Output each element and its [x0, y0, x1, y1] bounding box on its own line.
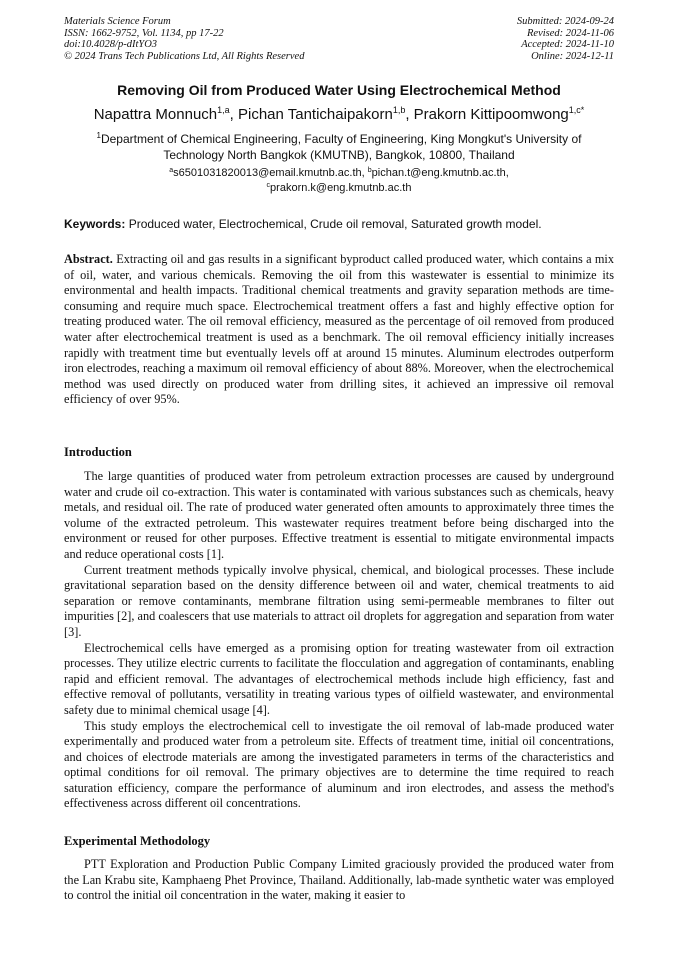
copyright: © 2024 Trans Tech Publications Ltd, All Rights Reserved [64, 50, 305, 62]
author-name: Pichan Tantichaipakorn [237, 106, 393, 123]
publication-dates [517, 16, 614, 62]
abstract-text: Extracting oil and gas results in a significant byproduct called produced water, which contains a mix of oil, water, and various chemicals. Removing the oil from this wastewater is essential to minimize its environmental and health impacts. Traditional chemical treatments and gravity separation methods are time-consuming and require much space. Electrochemical treatment offers a fast and highly effective option for treating produced water. The oil removal efficiency, measured as the percentage of oil removed from produced water after electrochemical treatment is used as a benchmark. The oil removal efficiency initially increases rapidly with treatment time but eventually levels off at around 15 minutes. Aluminum electrodes outperform iron electrodes, reaching a maximum oil removal efficiency of about 88%. Moreover, when the electrochemical method was used directly on produced water from drilling sites, it achieved an impressive oil removal efficiency of over 95%. [64, 252, 614, 407]
section-heading-introduction: Introduction [64, 445, 132, 459]
section-heading-methodology: Experimental Methodology [64, 834, 211, 848]
email-link[interactable]: prakorn.k@eng.kmutnb.ac.th [270, 182, 412, 194]
author-list: Napattra Monnuch$^{1,a}$, Pichan Tantichaipakorn$^{1,b}$, Prakorn Kittipoomwong$^{1,c*}$ [93, 105, 585, 123]
author-superscript: 1,c* [568, 105, 585, 115]
paragraph: PTT Exploration and Production Public Company Limited graciously provided the produced water from the Lan Krabu site, Kamphaeng Phet Province, Thailand. Additionally, lab-made synthetic water was employed to control the initial oil concentration in the water, making it easier to [64, 857, 614, 903]
affiliation [70, 132, 608, 163]
author-name: Napattra Monnuch [93, 106, 218, 123]
methodology-body [64, 857, 614, 904]
keywords-text: Produced water, Electrochemical, Crude oil removal, Saturated growth model. [128, 217, 542, 231]
email-link[interactable]: pichan.t@eng.kmutnb.ac.th, [371, 167, 509, 179]
affiliation-line: Department of Chemical Engineering, Faculty of Engineering, King Mongkut's University of [100, 132, 582, 146]
keywords-label: Keywords: [64, 217, 126, 231]
paper-title: Removing Oil from Produced Water Using Electrochemical Method [117, 82, 561, 98]
author-name: Prakorn Kittipoomwong [413, 106, 569, 123]
author-superscript: 1,a [217, 105, 230, 115]
issn: ISSN: 1662-9752, Vol. 1134, pp 17-22 [64, 27, 224, 39]
online-date: Online: 2024-12-11 [531, 50, 614, 62]
journal-info [64, 16, 304, 62]
paragraph: Electrochemical cells have emerged as a promising option for treating wastewater from oil extraction processes. They utilize electric currents to facilitate the flocculation and aggregation of contaminants, enabling rapid and efficient removal. The advantages of electrochemical methods include high efficiency, fast and effective removal of pollutants, versatility in treating various types of oilfield wastewater, and environmental safety due to minimal chemical usage [4]. [64, 640, 614, 717]
revised-date: Revised: 2024-11-06 [527, 27, 614, 39]
keywords [64, 217, 624, 231]
journal-name: Materials Science Forum [64, 16, 171, 27]
introduction-body [64, 469, 614, 812]
paragraph: The large quantities of produced water from petroleum extraction processes are caused by underground water and crude oil co-extraction. This water is contaminated with various substances such as chemicals, heavy metals, and residual oil. The rate of produced water generated often amounts to approximately three times the volume of the extracted petroleum. This wastewater requires treatment before being discharged into the environment or reused for other purposes. Effective treatment is essential to mitigate environmental impacts and reduce operational costs [1]. [64, 469, 614, 561]
affiliation-line: Technology North Bangkok (KMUTNB), Bangkok, 10800, Thailand [163, 147, 515, 162]
abstract [64, 252, 614, 408]
paragraph: This study employs the electrochemical cell to investigate the oil removal of lab-made produced water experimentally and produced water from a petroleum site. Effects of treatment time, initial oil concentrations, and choices of electrode materials are among the investigated parameters in terms of the characteristics and optimal conditions for oil removal. The primary objectives are to determine the time required to reach saturation efficiency, compare the performance of aluminum and iron electrodes, and assess the method's effectiveness across different oil concentrations. [64, 718, 614, 811]
submitted-date: Submitted: 2024-09-24 [516, 16, 614, 27]
affiliation-superscript: 1 [96, 131, 101, 140]
doi: doi:10.4028/p-dItYO3 [64, 39, 158, 51]
paragraph: Current treatment methods typically involve physical, chemical, and biological processes. These include gravitational separation based on the density difference between oil and water, chemical treatments to aid separation or remove contaminants, membrane filtration using semi-permeable membranes to filter out impurities [2], and coalescers that use materials to attract oil droplets for aggregation and separation from water [3]. [64, 562, 614, 639]
email-link[interactable]: s6501031820013@email.kmutnb.ac.th, [173, 167, 365, 179]
author-superscript: 1,b [392, 105, 406, 115]
abstract-label: Abstract. [64, 252, 113, 266]
accepted-date: Accepted: 2024-11-10 [521, 39, 614, 51]
author-emails: $^a$s6501031820013@email.kmutnb.ac.th, $^b$pichan.t@eng.kmutnb.ac.th, $^c$prakorn.k@eng.kmutnb.ac.th [169, 167, 509, 194]
